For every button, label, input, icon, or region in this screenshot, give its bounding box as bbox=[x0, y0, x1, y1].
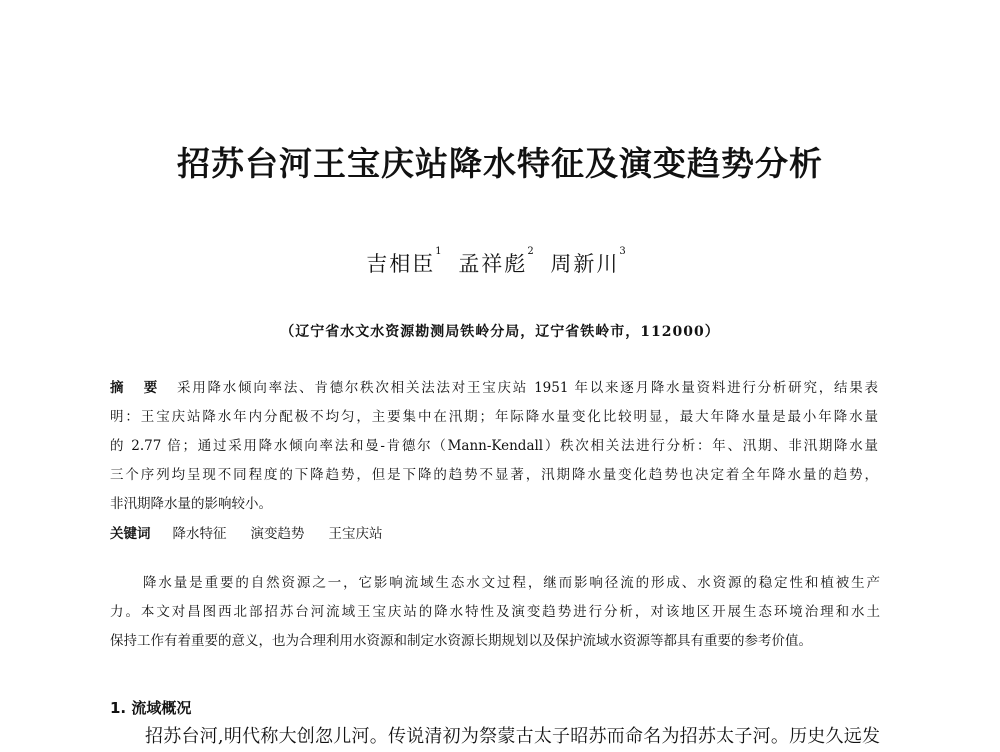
keyword: 王宝庆站 bbox=[328, 526, 383, 542]
keyword: 降水特征 bbox=[172, 526, 227, 542]
paper-title: 招苏台河王宝庆站降水特征及演变趋势分析 bbox=[177, 144, 823, 183]
section-heading: 1. 流域概况 bbox=[110, 699, 192, 717]
intro-line: 降水量是重要的自然资源之一，它影响流域生态水文过程，继而影响径流的形成、水资源的稳定性和植被生产 bbox=[143, 575, 880, 591]
author-affiliation-mark: 2 bbox=[527, 246, 536, 257]
keywords bbox=[110, 522, 878, 542]
section-text-line: 招苏台河,明代称大创忽儿河。传说清初为祭蒙古太子昭苏而命名为招苏太子河。历史久远发 bbox=[145, 726, 880, 747]
abstract-text: 采用降水倾向率法、肯德尔秩次相关法法对王宝庆站 1951 年以来逐月降水量资料进行分析研究，结果表 bbox=[177, 380, 878, 396]
abstract-line: 的 2.77 倍；通过采用降水倾向率法和曼-肯德尔（Mann-Kendall）秩次相关法进行分析：年、汛期、非汛期降水量 bbox=[110, 438, 878, 454]
keywords-label: 关键词 bbox=[110, 526, 151, 542]
author-name: 周新川 bbox=[550, 252, 620, 276]
abstract-line bbox=[110, 376, 878, 396]
abstract-label: 摘 要 bbox=[110, 380, 165, 396]
abstract-line: 三个序列均呈现不同程度的下降趋势，但是下降的趋势不显著，汛期降水量变化趋势也决定着全年降水量的趋势， bbox=[110, 467, 878, 483]
affiliation: （辽宁省水文水资源勘测局铁岭分局，辽宁省铁岭市，112000） bbox=[280, 324, 720, 340]
author-affiliation-mark: 1 bbox=[435, 246, 444, 257]
intro-line: 保持工作有着重要的意义，也为合理利用水资源和制定水资源长期规划以及保护流域水资源等都具有重要的参考价值。 bbox=[110, 633, 812, 649]
abstract-line: 非汛期降水量的影响较小。 bbox=[110, 496, 272, 512]
author-name: 孟祥彪 bbox=[458, 252, 528, 276]
keyword: 演变趋势 bbox=[250, 526, 305, 542]
author-name: 吉相臣 bbox=[366, 252, 436, 276]
abstract-line: 明：王宝庆站降水年内分配极不均匀，主要集中在汛期；年际降水量变化比较明显，最大年降水量是最小年降水量 bbox=[110, 409, 878, 425]
intro-line: 力。本文对昌图西北部招苏台河流域王宝庆站的降水特性及演变趋势进行分析，对该地区开展生态环境治理和水土 bbox=[110, 604, 880, 620]
author-affiliation-mark: 3 bbox=[619, 246, 628, 257]
author-list bbox=[0, 248, 1000, 278]
